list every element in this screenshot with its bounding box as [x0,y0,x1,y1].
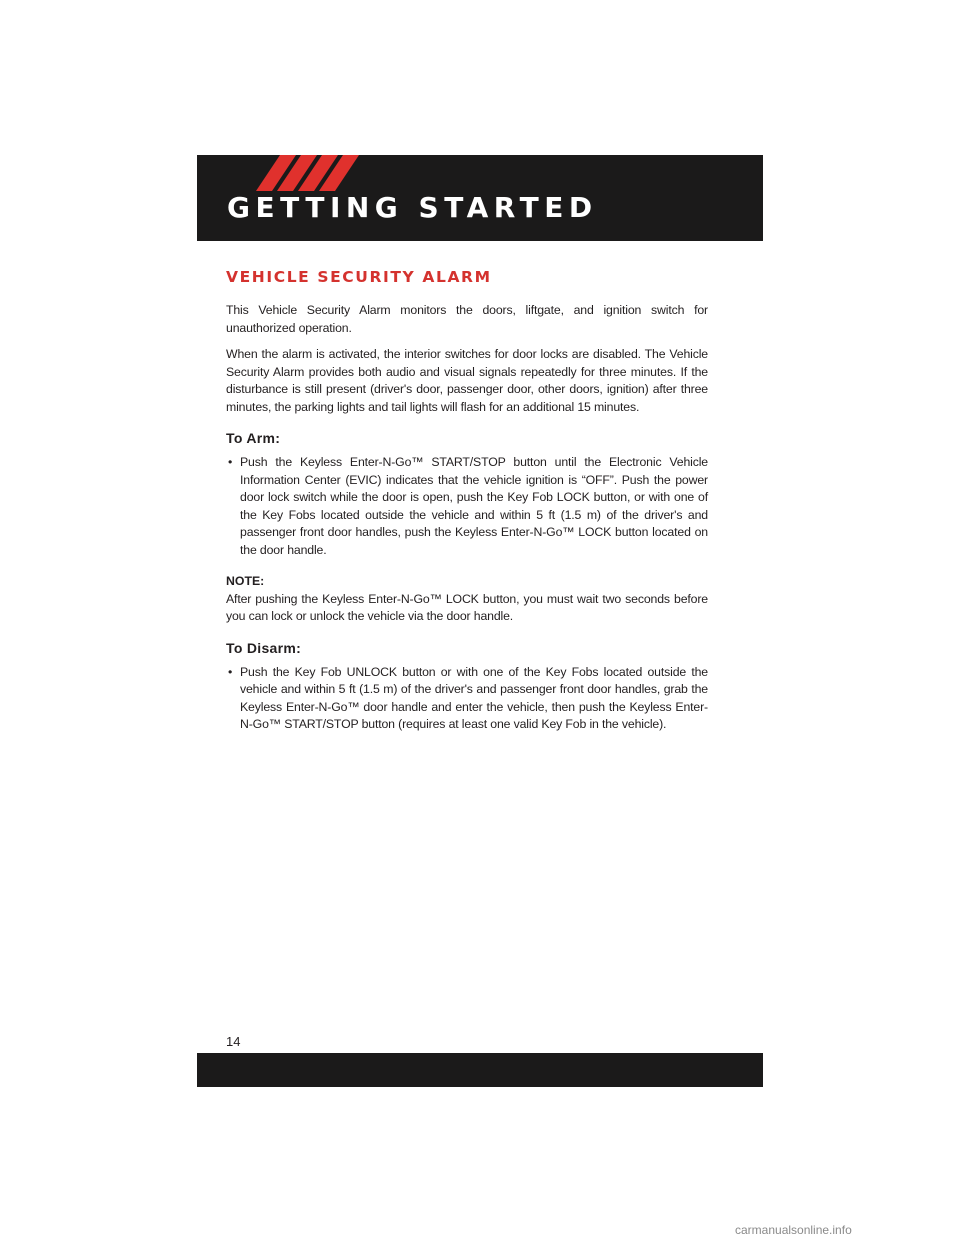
page-heading: VEHICLE SECURITY ALARM [226,268,492,286]
page-number: 14 [226,1034,241,1049]
bullet-icon: • [228,455,233,469]
footer-bar [197,1053,763,1087]
to-arm-bullet-text: Push the Keyless Enter-N-Go™ START/STOP button until the Electronic Vehicle Information Center (EVIC) indicates that the vehicle ignition is “OFF”. Push the power door lock switch while the door is open, push the Key Fob LOCK button, or with one of the Key Fobs located outside the vehicle and within 5 ft (1.5 m) of the driver's and passenger front door handles, push the Keyless Enter-N-Go™ LOCK button located on the door handle. [240,455,708,557]
intro-paragraph: This Vehicle Security Alarm monitors the doors, liftgate, and ignition switch for unauthorized operation. [226,303,708,335]
to-disarm-heading: To Disarm: [226,639,302,656]
activation-paragraph: When the alarm is activated, the interior switches for door locks are disabled. The Vehicle Security Alarm provides both audio and visual signals repeatedly for three minutes. If the disturbance is still present (driver's door, passenger door, other doors, ignition) after three minutes, the parking lights and tail lights will flash for an additional 15 minutes. [226,347,708,414]
section-title: GETTING STARTED [227,191,598,224]
to-arm-bullet [226,454,708,559]
to-disarm-bullet [226,664,708,734]
section-header-bar [197,155,763,241]
to-arm-heading: To Arm: [226,430,281,446]
watermark-text: carmanualsonline.info [735,1223,852,1237]
page-content [226,266,708,743]
note-label: NOTE: [226,574,265,588]
racing-stripes-logo [242,155,362,191]
bullet-icon: • [228,664,233,679]
note-text: After pushing the Keyless Enter-N-Go™ LOCK button, you must wait two seconds before you can lock or unlock the vehicle via the door handle. [226,591,708,623]
to-disarm-bullet-text: Push the Key Fob UNLOCK button or with one of the Key Fobs located outside the vehicle and within 5 ft (1.5 m) of the driver's and passenger front door handles, grab the Keyless Enter-N-Go™ door handle and enter the vehicle, then push the Keyless Enter-N-Go™ START/STOP button (requires at least one valid Key Fob in the vehicle). [240,664,708,731]
